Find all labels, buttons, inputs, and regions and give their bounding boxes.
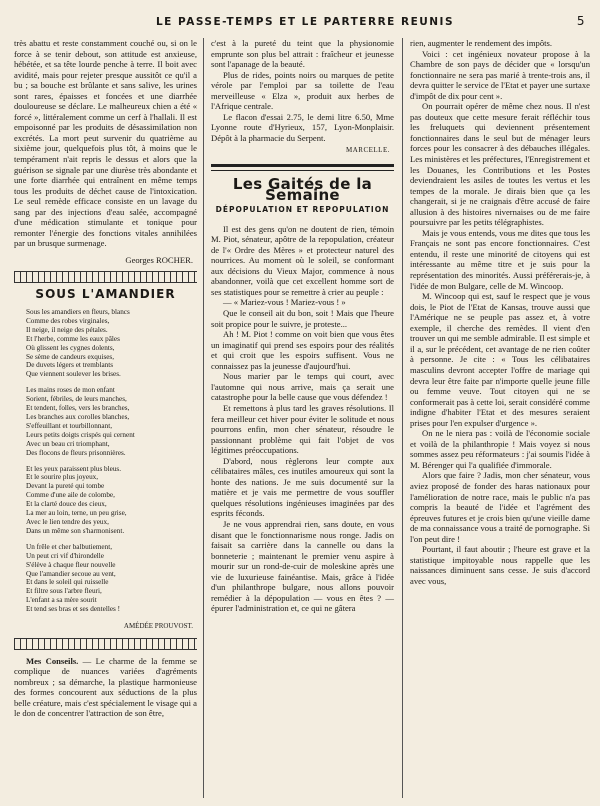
article-paragraph: Alors que faire ? Jadis, mon cher sénateur, vous aviez proposé de fonder des haras nationaux pour l'amélioration de notre race, mais le public n'a pas compris la beauté de l'idée et l'agrément des épreuves futures et je crois bien qu'une vieille dame de ma connaissance vous a traité de pornographe. Si l'on peut dire ! — [410, 470, 590, 544]
poem-line: Se sème de candeurs exquises, — [26, 352, 115, 361]
section-subtitle: DÉPOPULATION ET REPOPULATION — [215, 205, 390, 215]
article-paragraph: Et remettons à plus tard les graves résolutions. Il fera meilleur cet hiver pour éviter le solitude et nous pourrons enfin, mon cher sénateur, résoudre le passionnant problème qui fait l'objet de vos légitimes préoccupations. — [211, 402, 394, 456]
poem-stanza — [26, 543, 197, 614]
poem — [26, 308, 197, 614]
article-signature: Georges ROCHER. — [125, 254, 193, 265]
article-paragraph: très abattu et reste constamment couché ou, si on le force à se tenir debout, son attitude est anxieuse, hébétée, et sa tête lourde penche à terre. Il boit avec avidité, mais pour rejeter presque aussitôt ce qu'il a bu ; sa bouche est brûlante et sans salive, les urines sont rares, épaisses et foncées et une diarrhée douloureuse se déclare. Le malheureux chien a été « forcé », littéralement comme un cerf à l'hallali. Il est empoisonné par les produits de désassimilation non excrétés. La mort peut survenir du quatrième au sixième jour, quelquefois plus tôt, à moins que le tempérament n'ait repris le dessus et alors que la guérison se signale par une diurèse très abondante et une forte diarrhée qui entraînent en même temps tous les produits de déchet cause de l'intoxication. Le seul remède efficace consiste en un lavage du sang par des injections d'eau salée, accompagné d'une médication stimulante et tonique pour remonter l'énergie des fonctions vitales annihilées par un brusque surmenage. — [14, 38, 197, 249]
article-paragraph: D'abord, nous règlerons leur compte aux célibataires mâles, ces inutiles amoureux qui sont la honte des nations. Je me suis documenté sur la matière et je vais me permettre de vous souffler quelques résolutions ingénieuses imaginées par des esprits féconds. — [211, 455, 394, 519]
poem-line: Que viennent soulever les brises. — [26, 370, 121, 379]
poem-line: Les branches aux corolles blanches, — [26, 413, 130, 421]
poem-line: Et les yeux paraissent plus bleus. — [26, 464, 122, 473]
page-header — [0, 12, 600, 32]
article-paragraph: Ah ! M. Piot ! comme on voit bien que vous êtes un imaginatif qui prend ses espoirs pour des réalités et qui croit que les espoirs suffisent. Vous ne connaissez pas la jeunesse d'aujourd'hui. — [211, 329, 394, 371]
article-paragraph: On pourrait opérer de même chez nous. Il n'est pas douteux que cette mesure ferait réfléchir tous les freluquets qui deviennent présentement fonctionnaires dans le seul but de ménager leurs forces pour les consacrer à des débauches illégales. Les ministères et les préfectures, l'Enregistrement et les Douanes, les Contributions et les Postes deviendraient les asiles de toutes les vertus et les tempes de la morale. Je dirais bien que ça les changerait, si je ne craignais d'être accusé de faire allusion à des histoires nivernaises ou de me faire poursuivre par les petits télégraphistes. — [410, 101, 590, 228]
poem-stanza — [26, 308, 197, 379]
column-divider — [402, 38, 403, 798]
poem-line: Un frêle et cher balbutiement, — [26, 542, 113, 551]
poem-line: L'enfant a sa mère sourit — [26, 596, 97, 605]
article-paragraph: Je ne vous apprendrai rien, sans doute, en vous disant que le fonctionnarisme nous ronge. Jadis on faisait sa carrière dans la cannelle ou dans la bonneterie ; maintenant le premier venu aspire à mourir sur un rond-de-cuir de moleskine après une vie de luxurieuse fainéantise. Mais, grâce à l'idée d'un philanthrope bulgare, nous allons pouvoir remédier à la dépopulation — vous en êtes ? — épurer l'administration et, ce qui ne gâtera — [211, 518, 394, 614]
poem-line: Avec un beau cri triomphant, — [26, 439, 110, 448]
poem-line: Que l'amandier secoue au vent, — [26, 569, 116, 578]
column-left — [14, 38, 197, 719]
poem-line: Des flocons de fleurs prisonnières. — [26, 448, 126, 457]
article-paragraph: M. Wincoop qui est, sauf le respect que je vous dois, le Piot de l'Etat de Kansas, trouve aussi que l'Amérique ne se peuple pas assez et, à votre exemple, il cherche des remèdes. Il vient d'en trouver un qui me semble admirable. Il est simple et il a, sur le précédent, cet avantage de ne rien coûter à personne. Je cite : « Tous les célibataires masculins devront accepter l'offre de mariage qui devra leur être faite par n'importe quelle jeune fille ou femme veuve. Tout citoyen qui ne se conformerait pas à cette loi, serait considéré comme indigne d'habiter l'Etat et des mesures seraient prises pour l'en expulser d'urgence ». — [410, 291, 590, 428]
poem-title: SOUS L'AMANDIER — [35, 287, 176, 302]
poem-line: Et dans le soleil qui ruisselle — [26, 578, 109, 587]
poem-line: Et tend ses bras et ses dentelles ! — [26, 605, 121, 614]
ornament-divider — [14, 271, 197, 283]
poem-line: Les mains roses de mon enfant — [26, 386, 115, 395]
article-paragraph: Nous marier par le temps qui court, avec l'automne qui nous arrive, mais ça serait une catastrophe pour la belle cause que vous défendez ! — [211, 371, 394, 403]
poem-stanza — [26, 465, 197, 536]
section-title: Les Gaités de la Semaine — [232, 175, 373, 204]
poem-line: Avec le lien tendre des yeux, — [26, 517, 109, 526]
article-paragraph: Voici : cet ingénieux novateur propose à la Chambre de son pays de décider que « lorsqu'un fonctionnaire ne sera pas marié à trente-trois ans, il devra quitter le service de l'Etat et payer une surtaxe d'impôt de dix pour cent ». — [410, 48, 590, 101]
poem-line: La mer au loin, terne, un peu grise, — [26, 509, 127, 518]
article-paragraph: rien, augmenter le rendement des impôts. — [410, 38, 552, 48]
poem-line: Sorient, fébriles, de leurs manches, — [26, 395, 127, 404]
poem-signature: AMÉDÉE PROUVOST. — [123, 622, 193, 631]
column-divider — [203, 38, 204, 798]
poem-line: Il neige, il neige des pétales. — [26, 325, 108, 334]
column-right — [410, 38, 590, 586]
poem-line: Et tendent, folles, vers les branches, — [26, 404, 130, 413]
poem-line: De duvets légers et tremblants — [26, 361, 114, 370]
paragraph-lead: Mes Conseils. — [26, 655, 79, 666]
poem-line: Comme d'une aile de colombe, — [26, 491, 115, 500]
article-paragraph: On ne le niera pas : voilà de l'économie sociale et voilà de la philanthropie ! Mais voyez si nous sommes assez peu réformateurs : j'ai soumis l'idée à M. Bérenger qui l'a qualifiée d'immorale. — [410, 428, 590, 470]
poem-line: Et l'herbe, comme les eaux pâles — [26, 334, 120, 343]
article-paragraph: Il est des gens qu'on ne doutent de rien, témoin M. Piot, sénateur, apôtre de la repopulation, créateur de l'« Ordre des Mères » et protecteur naturel des nourrices. Au moment où le soleil, se conformant aux décisions du Vieux Major, commence à nous abandonner, voilà que cet excellent homme sort de ses statistiques pour se remettre à crier au peuple : — [211, 223, 394, 297]
article-paragraph — [14, 656, 197, 719]
paragraph-text: — Le charme de la femme se complique de nuances variées d'agréments nombreux ; sa démarche, la plastique harmonieuse des formes concourent aux séductions de la plus belle créature, mais c'est spécialement le visage qui a le don de concentrer l'attraction de son être, — [14, 655, 197, 719]
poem-line: Où glissent les cygnes dolents, — [26, 343, 115, 352]
poem-line: S'effeuillant et tourbillonnant, — [26, 421, 112, 430]
poem-line: Et la clarté douce des cieux, — [26, 500, 107, 509]
poem-line: Comme des robes virginales, — [26, 316, 110, 325]
section-rule — [211, 170, 394, 171]
article-signature: MARCELLE. — [346, 146, 390, 155]
newspaper-title: LE PASSE-TEMPS ET LE PARTERRE REUNIS — [155, 16, 455, 28]
poem-line: S'élève à chaque fleur nouvelle — [26, 560, 116, 569]
poem-line: Dans un même son s'harmonisent. — [26, 526, 125, 535]
poem-line: Et le sourire plus joyeux, — [26, 473, 99, 482]
page-number: 5 — [576, 14, 586, 28]
column-middle — [211, 38, 394, 614]
article-paragraph: Le flacon d'essai 2.75, le demi litre 6.50, Mme Lyonne route d'Hyrieux, 157, Lyon-Monplaisir. Dépôt à la pharmacie du Serpent. — [211, 111, 394, 143]
article-paragraph: Que le conseil ait du bon, soit ! Mais que l'heure soit propice pour le suivre, je proteste... — [211, 308, 394, 329]
section-rule — [211, 164, 394, 167]
article-paragraph: c'est à la pureté du teint que la physionomie emprunte son plus bel attrait : fraîcheur et jeunesse sont l'apanage de la beauté. — [211, 38, 394, 70]
article-paragraph: Plus de rides, points noirs ou marques de petite vérole par l'emploi par sa toilette de l'eau merveilleuse « Elza », produit aux herbes de l'Afrique centrale. — [211, 69, 394, 112]
poem-line: Leurs petits doigts crispés qui cernent — [26, 430, 135, 439]
poem-line: Devant la pureté qui tombe — [26, 482, 105, 491]
poem-stanza — [26, 386, 197, 457]
poem-line: Sous les amandiers en fleurs, blancs — [26, 308, 130, 317]
article-paragraph: Mais je vous entends, vous me dites que tous les Français ne sont pas encore fonctionnaires. C'est entendu, il reste une minorité de citoyens qui est intéressante au même titre et je suis pour la représentation des minorités. Aussi préférerais-je, à l'idée de mon Bulgare, celle de M. Wincoop. — [410, 227, 590, 291]
article-paragraph: Pourtant, il faut aboutir ; l'heure est grave et la statistique impitoyable nous rappelle que les naissances diminuent sans cesse. Je suis d'accord avec vous, — [410, 544, 590, 586]
article-paragraph: — « Mariez-vous ! Mariez-vous ! » — [223, 297, 346, 308]
ornament-divider — [14, 638, 197, 650]
poem-line: Un peut cri vif d'hirondelle — [26, 551, 104, 560]
poem-line: Et filtre sous l'arbre fleuri, — [26, 587, 102, 596]
